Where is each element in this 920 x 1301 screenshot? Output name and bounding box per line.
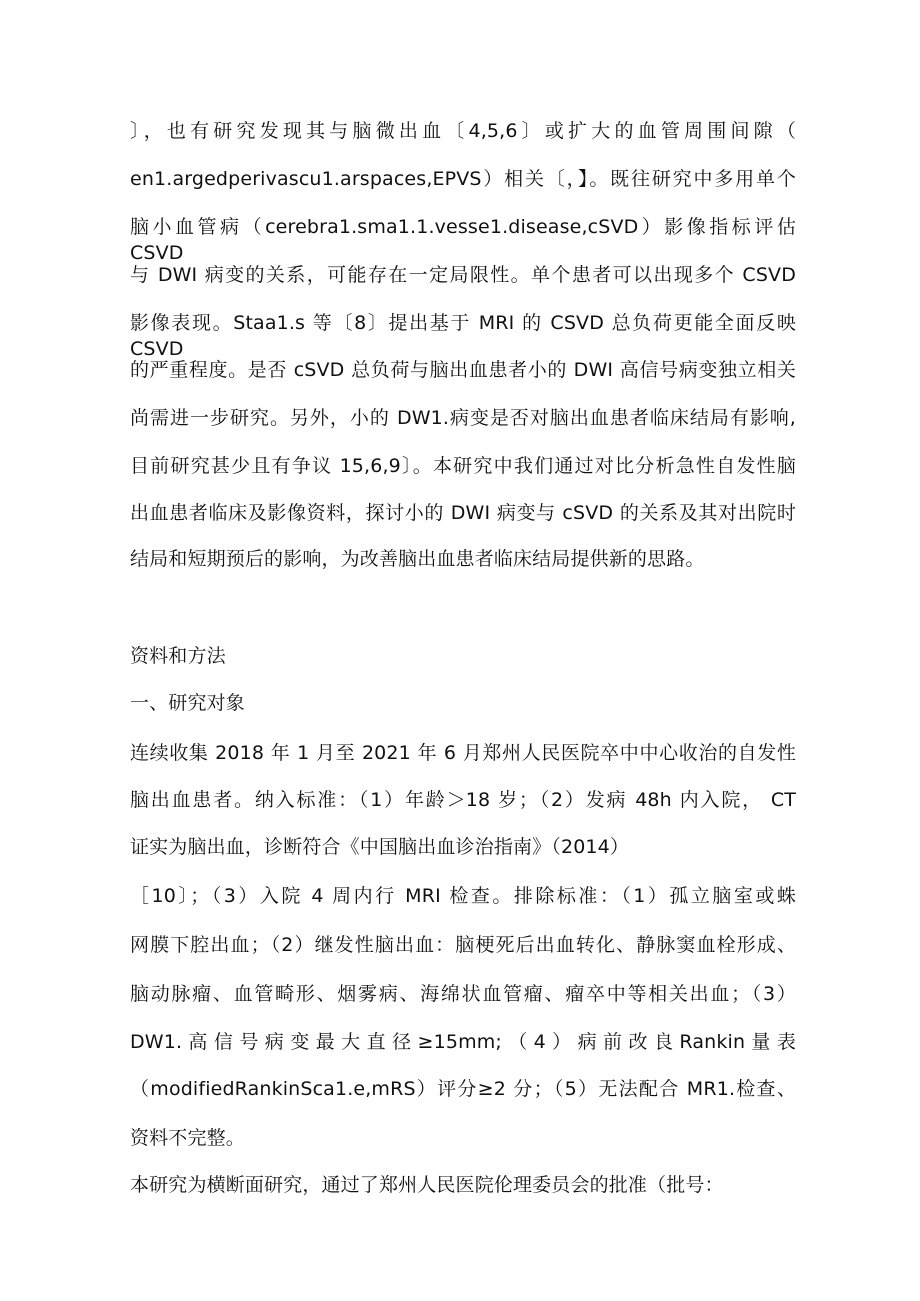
paragraph-2-line-4: ［10〕；（3）入院 4 周内行 MRI 检查。排除标准：（1）孤立脑室或蛛 [130, 885, 796, 907]
paragraph-1-line-6: 的严重程度。是否 cSVD 总负荷与脑出血患者小的 DWI 高信号病变独立相关 [130, 359, 796, 381]
paragraph-2-line-8: （modifiedRankinSca1.e,mRS）评分≥2 分；（5）无法配合 MR1.检查、 [130, 1078, 796, 1100]
paragraph-1-line-10: 结局和短期预后的影响，为改善脑出血患者临床结局提供新的思路。 [130, 548, 705, 570]
paragraph-1-line-4: 与 DWI 病变的关系，可能存在一定局限性。单个患者可以出现多个 CSVD [130, 264, 796, 286]
paragraph-1-line-3: 脑小血管病（cerebra1.sma1.1.vesse1.disease,cSVD）影像指标评估 CSVD [130, 216, 796, 264]
paragraph-2-line-2: 脑出血患者。纳入标准：（1）年龄＞18 岁；（2）发病 48h 内入院， CT [130, 789, 796, 811]
paragraph-2-line-3: 证实为脑出血，诊断符合《中国脑出血诊治指南》（2014） [130, 836, 630, 858]
subsection-title: 一、研究对象 [130, 692, 245, 714]
paragraph-1-line-9: 出血患者临床及影像资料，探讨小的 DWI 病变与 cSVD 的关系及其对出院时 [130, 502, 796, 524]
paragraph-1-line-5: 影像表现。Staa1.s 等〔8〕提出基于 MRI 的 CSVD 总负荷更能全面反映 CSVD [130, 312, 796, 360]
paragraph-2-line-5: 网膜下腔出血；（2）继发性脑出血：脑梗死后出血转化、静脉窦血栓形成、 [130, 934, 796, 956]
paragraph-1-line-7: 尚需进一步研究。另外，小的 DW1.病变是否对脑出血患者临床结局有影响, [130, 407, 796, 429]
paragraph-1-line-8: 目前研究甚少且有争议 15,6,9〕。本研究中我们通过对比分析急性自发性脑 [130, 455, 796, 477]
paragraph-2-line-1: 连续收集 2018 年 1 月至 2021 年 6 月郑州人民医院卒中中心收治的自发性 [130, 742, 796, 764]
paragraph-2-line-7: DW1. 高 信 号 病 变 最 大 直 径 ≥15mm; （ 4 ） 病 前 改 良 Rankin 量 表 [130, 1031, 796, 1053]
paragraph-3-line-1: 本研究为横断面研究，通过了郑州人民医院伦理委员会的批准（批号： [130, 1174, 724, 1196]
paragraph-1-line-1: 〕，也有研究发现其与脑微出血〔4,5,6〕或扩大的血管周围间隙（ [130, 120, 796, 142]
paragraph-1-line-2: en1.argedperivascu1.arspaces,EPVS）相关〔，】。既往研究中多用单个 [130, 168, 796, 190]
paragraph-2-line-6: 脑动脉瘤、血管畸形、烟雾病、海绵状血管瘤、瘤卒中等相关出血；（3） [130, 983, 796, 1005]
section-title: 资料和方法 [130, 645, 226, 667]
paragraph-2-line-9: 资料不完整。 [130, 1127, 245, 1149]
